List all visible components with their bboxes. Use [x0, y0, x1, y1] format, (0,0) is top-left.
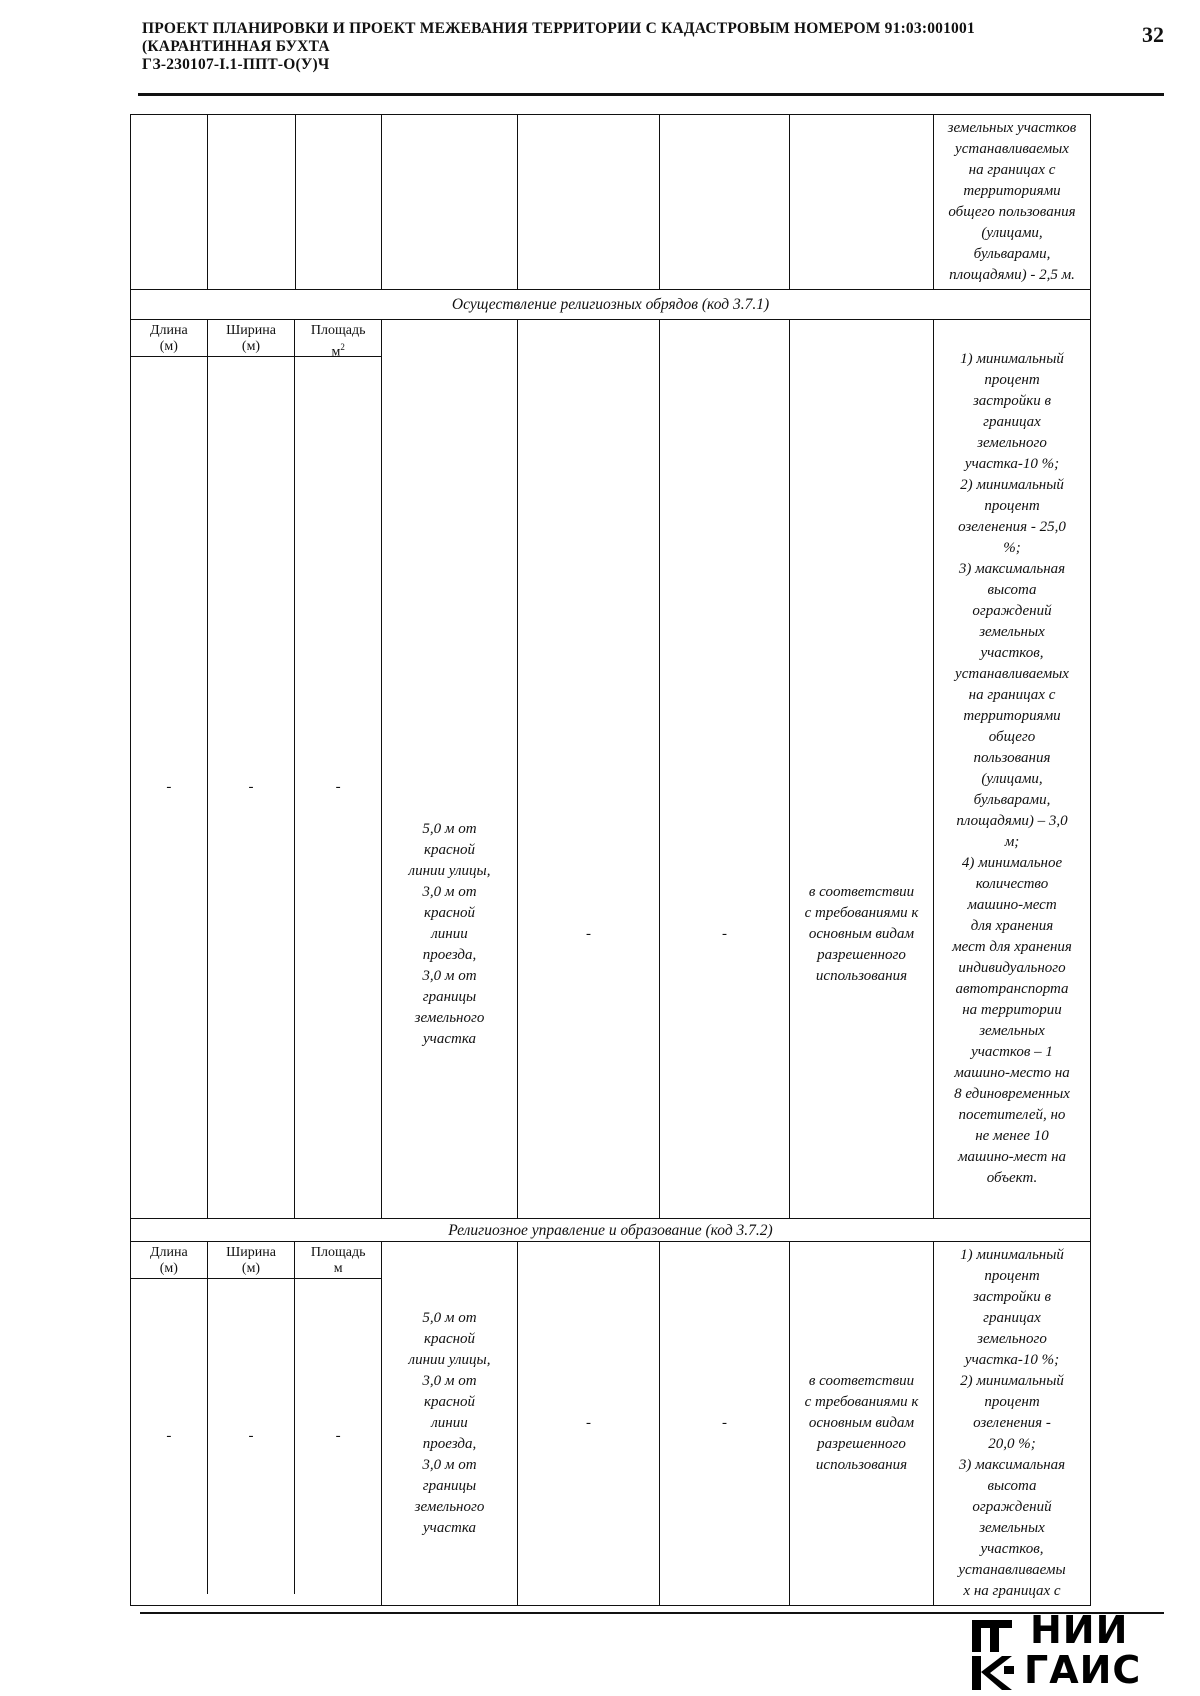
req-line: площадями) - 2,5 м.: [949, 267, 1075, 283]
table-row: [131, 1242, 1091, 1606]
length-header: Длина (м): [131, 320, 207, 357]
length-header: Длина (м): [131, 1242, 207, 1279]
width-header: Ширина (м): [208, 1242, 295, 1279]
req-line: территориями: [963, 183, 1061, 199]
logo-line2: ГАИС: [1024, 1648, 1142, 1692]
requirements-cell: [934, 115, 1091, 290]
table-cell: [790, 115, 934, 290]
nii-gais-logo: [968, 1608, 1168, 1696]
req-line: устанавливаемых: [955, 141, 1069, 157]
table-row: [131, 115, 1091, 290]
dimensions-cell: [131, 1242, 382, 1606]
length-value: -: [166, 1428, 172, 1444]
col6-value: -: [660, 1242, 790, 1606]
length-value: -: [166, 779, 172, 795]
width-value: -: [248, 779, 254, 795]
req-line: на границах с: [968, 162, 1056, 178]
area-value: -: [335, 779, 341, 795]
width-column: [208, 1242, 296, 1594]
width-value: -: [248, 1428, 254, 1444]
table-cell: [131, 115, 208, 290]
table-row: [131, 320, 1091, 1219]
req-line: (улицами,: [981, 225, 1043, 241]
width-column: [208, 320, 296, 1218]
logo-line1: НИИ: [1030, 1608, 1129, 1652]
table-cell: [660, 115, 790, 290]
accordance-cell: в соответствии с требованиями к основным видам разрешенного использования: [790, 1242, 934, 1606]
area-column: [295, 320, 381, 1218]
requirements-cell: 1) минимальный процент застройки в границах земельного участка-10 %; 2) минимальный процент озеленения - 20,0 %; 3) максимальная высота ограждений земельных участков, устанавливаемы х на границах с: [934, 1242, 1091, 1606]
section-title: Осуществление религиозных обрядов (код 3.7.1): [131, 290, 1091, 320]
table-cell: [296, 115, 382, 290]
width-header: Ширина (м): [208, 320, 295, 357]
logo-mark-icon: [968, 1612, 1028, 1696]
header-divider: [138, 93, 1164, 96]
setbacks-cell: 5,0 м от красной линии улицы, 3,0 м от красной линии проезда, 3,0 м от границы земельного участка: [382, 1242, 518, 1606]
accordance-cell: в соответствии с требованиями к основным видам разрешенного использования: [790, 320, 934, 1219]
area-column: [295, 1242, 381, 1594]
table-cell: [208, 115, 296, 290]
table-cell: [518, 115, 660, 290]
col6-value: -: [660, 320, 790, 1219]
requirements-cell: 1) минимальный процент застройки в границах земельного участка-10 %; 2) минимальный процент озеленения - 25,0 %; 3) максимальная высота ограждений земельных участков, устанавливаемых на границах с территориями общего пользования (улицами, бульварами, площадями) – 3,0 м; 4) минимальное количество машино-мест для хранения мест для хранения индивидуального автотранспорта на территории земельных участков – 1 машино-место на 8 единовременных посетителей, но не менее 10 машино-мест на объект.: [934, 320, 1091, 1219]
area-value: -: [335, 1428, 341, 1444]
document-header: [142, 20, 1042, 74]
req-line: общего пользования: [948, 204, 1076, 220]
length-column: [131, 1242, 208, 1594]
req-line: бульварами,: [973, 246, 1051, 262]
area-header: Площадь $м^2$: [295, 320, 381, 357]
col5-value: -: [518, 320, 660, 1219]
col5-value: -: [518, 1242, 660, 1606]
setbacks-cell: 5,0 м от красной линии улицы, 3,0 м от красной линии проезда, 3,0 м от границы земельного участка: [382, 320, 518, 1219]
section-title-row: [131, 290, 1091, 320]
header-title-line2: (КАРАНТИННАЯ БУХТА: [142, 38, 330, 55]
req-line: земельных участков: [947, 120, 1077, 136]
header-title-line3: ГЗ-230107-I.1-ППТ-О(У)Ч: [142, 56, 330, 73]
area-header: Площадь м: [295, 1242, 381, 1279]
regulations-table: [130, 114, 1091, 1606]
header-title-line1: ПРОЕКТ ПЛАНИРОВКИ И ПРОЕКТ МЕЖЕВАНИЯ ТЕРРИТОРИИ С КАДАСТРОВЫМ НОМЕРОМ 91:03:001001: [142, 20, 975, 37]
dimensions-cell: [131, 320, 382, 1219]
section-title-row: [131, 1219, 1091, 1242]
page-number: 32: [1142, 22, 1164, 47]
length-column: [131, 320, 208, 1218]
section-title: Религиозное управление и образование (код 3.7.2): [131, 1219, 1091, 1242]
table-cell: [382, 115, 518, 290]
